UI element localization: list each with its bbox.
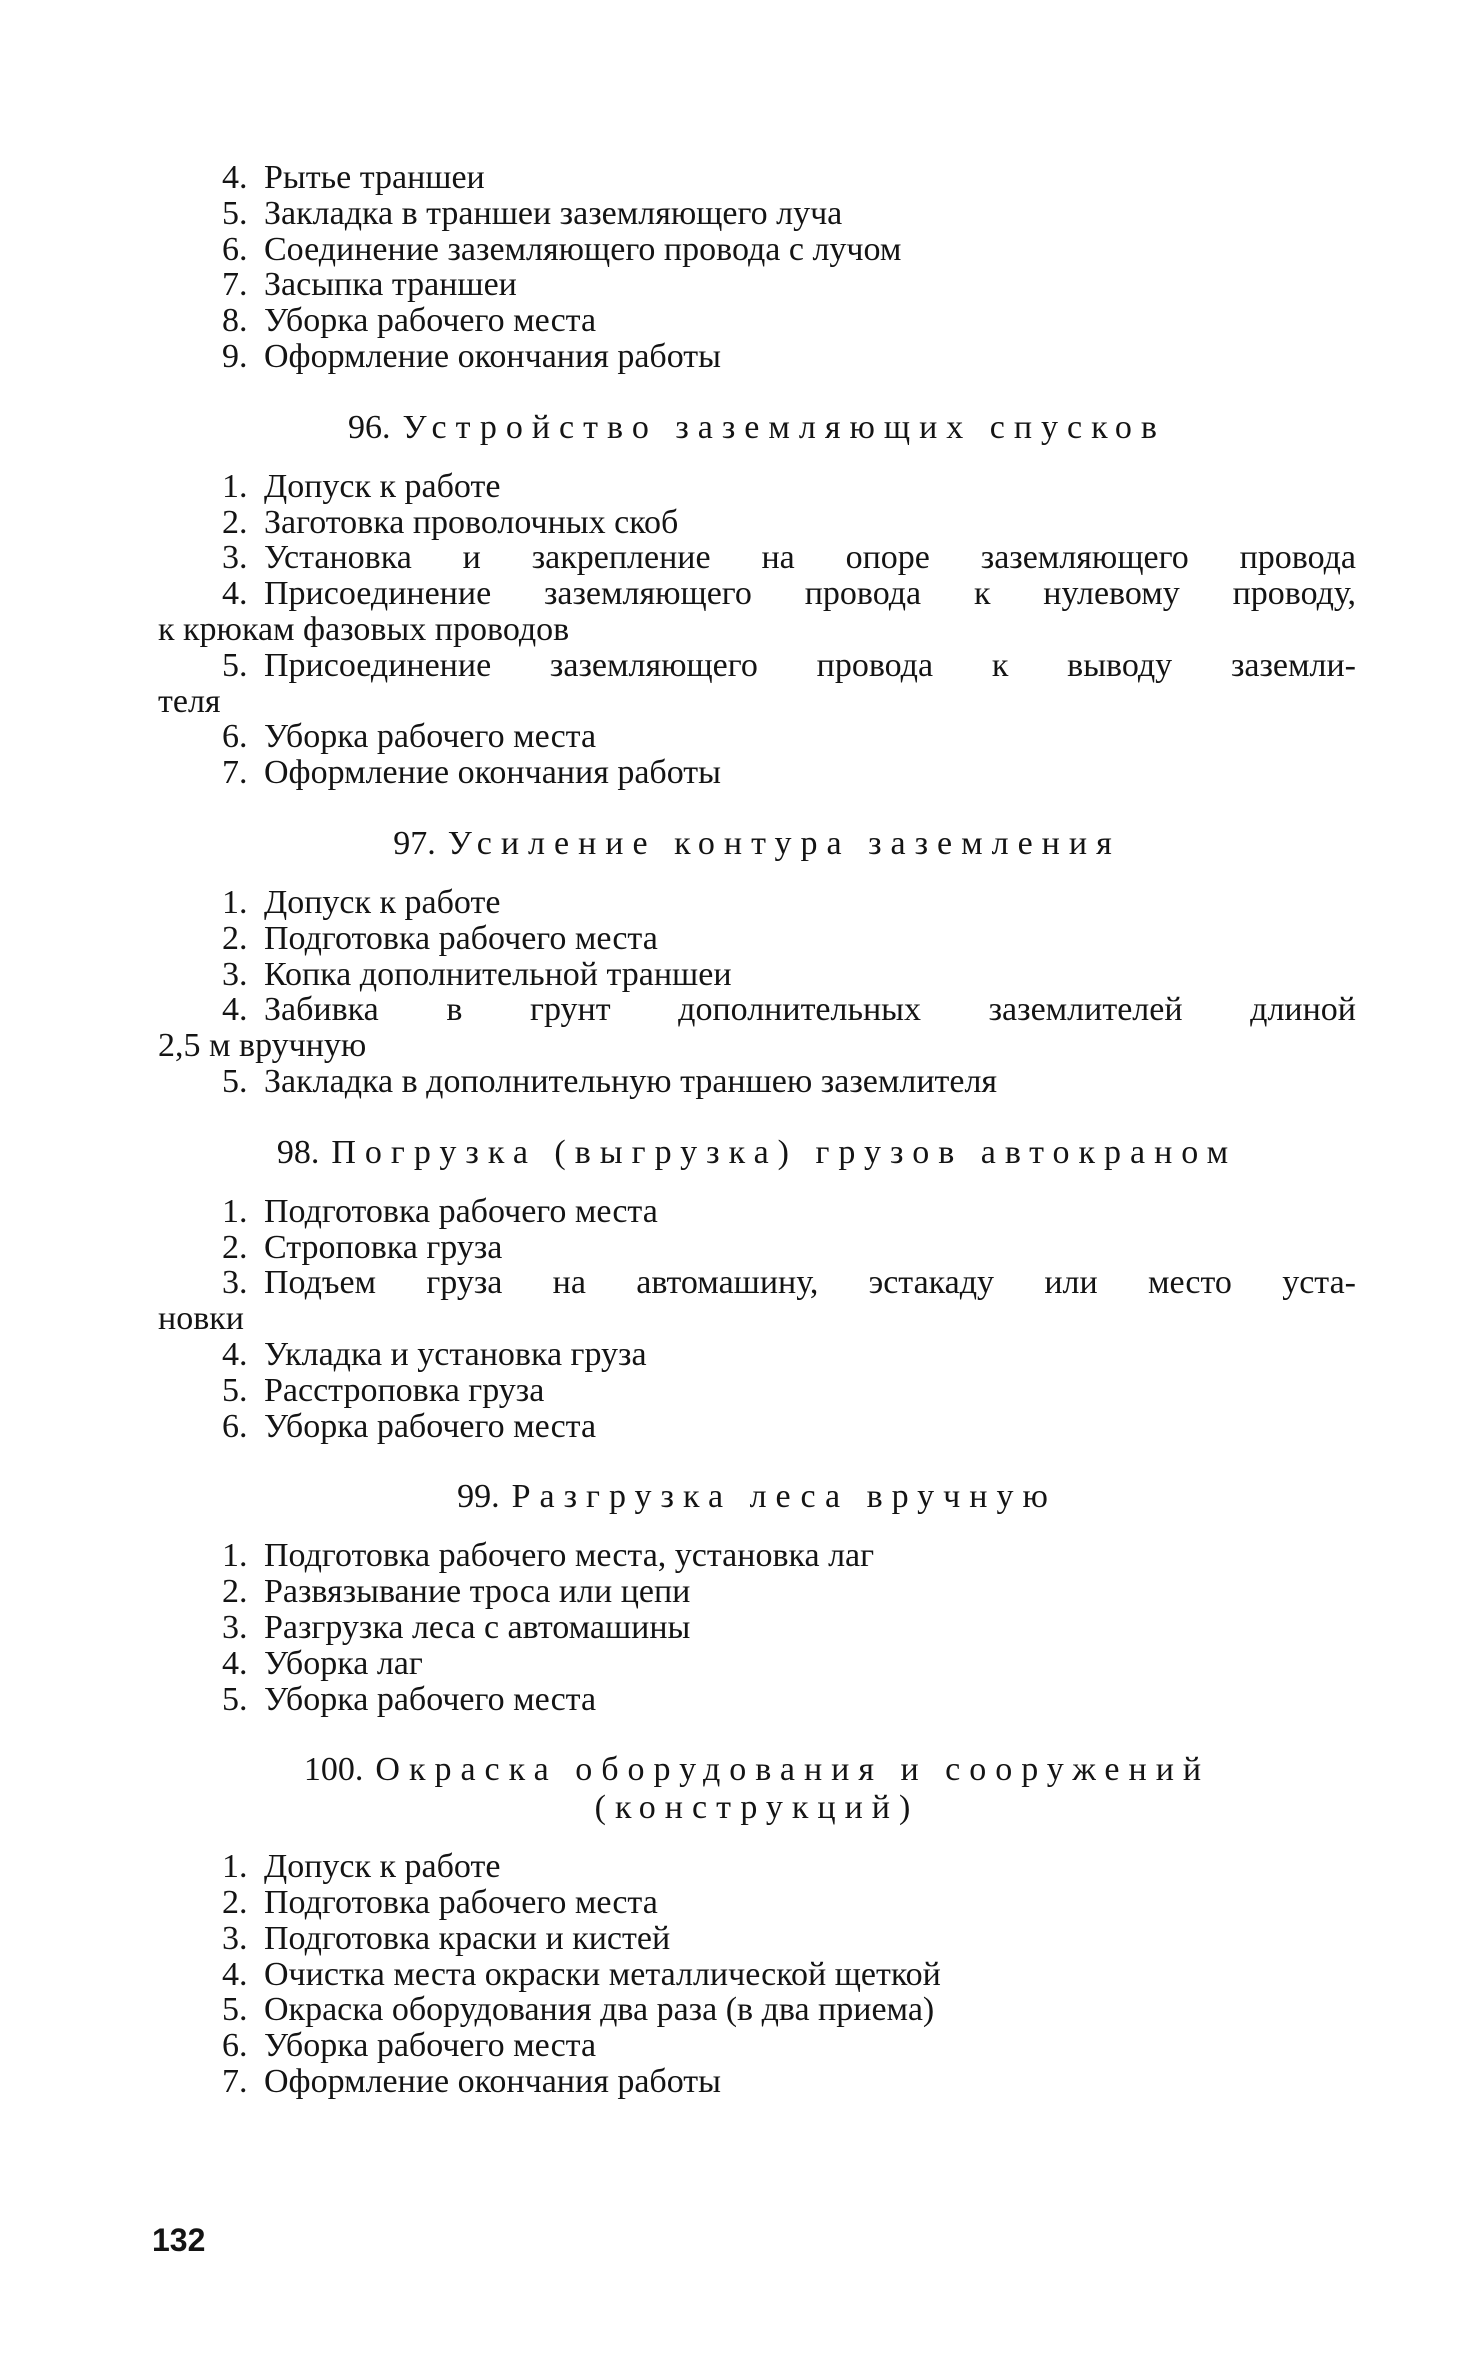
list-item-continuation: 2,5 м вручную [158,1027,367,1065]
section-98-list [158,1194,1356,1445]
list-item-continuation: теля [158,682,221,720]
list-item: 4. Уборка лаг [222,1644,423,1682]
list-item: 5. Закладка в дополнительную траншею заземлителя [222,1062,998,1100]
section-100-subtitle: (конструкций) [594,1789,920,1827]
list-item: 2. Строповка груза [222,1228,503,1266]
list-item: 1. Допуск к работе [222,467,501,505]
section-100-heading: 100. Окраска оборудования и сооружений (конструкций) [158,1751,1356,1827]
list-item: 2. Подготовка рабочего места [222,1884,658,1922]
list-item: 1. Допуск к работе [222,883,501,921]
list-item: 3. Разгрузка леса с автомашины [222,1608,691,1646]
intro-list [158,160,1356,375]
list-item: 6. Соединение заземляющего провода с лучом [222,230,902,268]
list-item: 3. Подъем груза на автомашину, эстакаду или место уста- [222,1264,1356,1302]
list-item: 1. Подготовка рабочего места, установка лаг [222,1537,875,1575]
list-item: 8. Уборка рабочего места [222,302,597,340]
list-item: 2. Подготовка рабочего места [222,919,658,957]
list-item: 4. Очистка места окраски металлической щеткой [222,1955,941,1993]
list-item: 7. Оформление окончания работы [222,754,721,792]
list-item: 4. Забивка в грунт дополнительных заземлителей длиной [222,991,1356,1029]
list-item: 3. Установка и закрепление на опоре заземляющего провода [222,539,1356,577]
list-item: 9. Оформление окончания работы [222,337,721,375]
list-item: 7. Засыпка траншеи [222,266,517,304]
section-96-heading: 96. Устройство заземляющих спусков [348,408,1166,446]
list-item: 5. Расстроповка груза [222,1371,545,1409]
list-item: 7. Оформление окончания работы [222,2063,721,2101]
list-item-continuation: новки [158,1300,244,1338]
page-number: 132 [152,2222,206,2258]
list-item: 4. Рытье траншеи [222,159,485,196]
list-item-continuation: к крюкам фазовых проводов [158,610,570,648]
list-item: 4. Присоединение заземляющего провода к нулевому проводу, [222,575,1356,613]
section-98-heading: 98. Погрузка (выгрузка) грузов автокраном [276,1133,1238,1171]
section-97-heading: 97. Усиление контура заземления [393,824,1121,862]
list-item: 6. Уборка рабочего места [222,1407,597,1445]
list-item: 2. Развязывание троса или цепи [222,1573,691,1611]
document-page [158,160,1356,2100]
list-item: 1. Подготовка рабочего места [222,1192,658,1230]
list-item: 6. Уборка рабочего места [222,2027,597,2065]
list-item: 2. Заготовка проволочных скоб [222,503,679,541]
list-item: 3. Подготовка краски и кистей [222,1919,671,1957]
list-item: 1. Допуск к работе [222,1848,501,1886]
list-item: 5. Окраска оборудования два раза (в два приема) [222,1991,935,2029]
list-item: 5. Уборка рабочего места [222,1680,597,1718]
section-97-list [158,885,1356,1100]
section-100-list [158,1849,1356,2100]
list-item: 6. Уборка рабочего места [222,718,597,756]
section-99-heading: 99. Разгрузка леса вручную [457,1478,1057,1516]
list-item: 5. Присоединение заземляющего провода к выводу заземли- [222,646,1356,684]
list-item: 3. Копка дополнительной траншеи [222,955,732,993]
list-item: 4. Укладка и установка груза [222,1335,647,1373]
section-99-list [158,1538,1356,1717]
list-item: 5. Закладка в траншеи заземляющего луча [222,194,843,232]
section-96-list [158,469,1356,791]
